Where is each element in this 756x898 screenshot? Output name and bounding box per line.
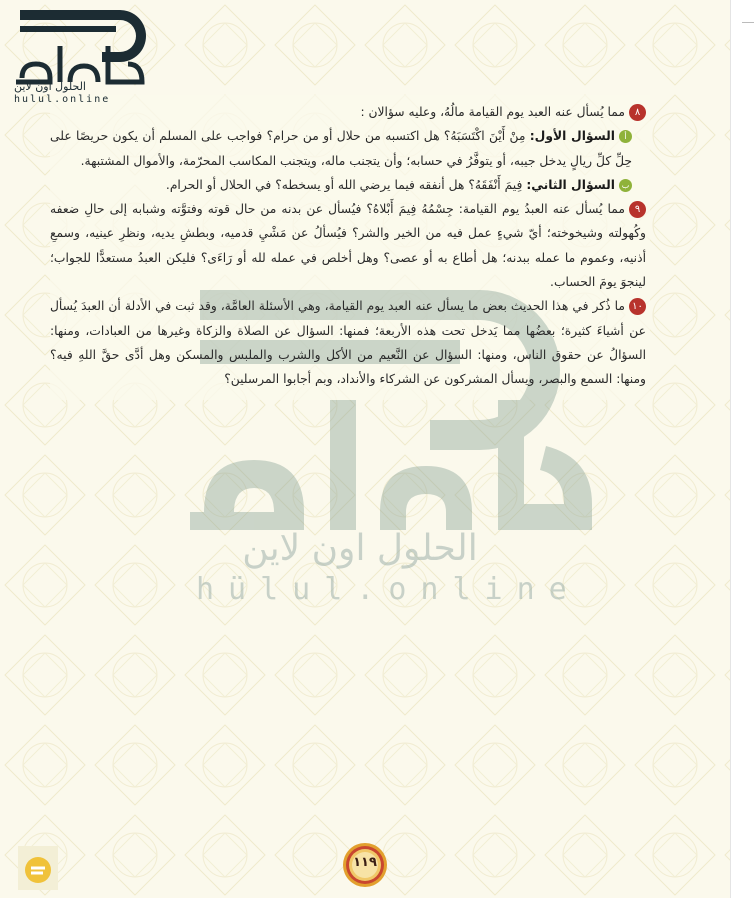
watermark-arabic-text: الحلول اون لاين bbox=[242, 528, 478, 569]
item-8-intro: مما يُسأل عنه العبد يوم القيامة مالُهُ، وعليه سؤالان : bbox=[360, 105, 625, 119]
second-question-text: فِيمَ أَنْفَقَهُ؟ هل أنفقه فيما يرضي الله أو يسخطه؟ في الحلال أو الحرام. bbox=[165, 177, 523, 192]
item-8 bbox=[50, 100, 646, 124]
first-question-label: السؤال الأول: bbox=[529, 129, 615, 144]
item-number-badge: ٨ bbox=[629, 104, 646, 121]
logo-arabic-text: الحلول اون لاين bbox=[14, 80, 86, 93]
item-9-text: مما يُسأل عنه العبدُ يوم القيامة: جِسْمُهُ فِيمَ أَبْلاهُ؟ فيُسأل عن بدنه من حال قوته وفتوَّته وشبابه إلى حالِ ضعفه وكُهولته وشيخوخته؛ أيّ شيءٍ عمل فيه من الخير والشر؟ فيُسألُ عن مَشْيِ قدميه، وبطشِ يديه، ونظرِ عينيه، وسمعِ أذنيه، وعموم ما عمله ببدنه؛ هل أطاع به أو عصى؟ وهل أخلص في عمله لله أو رَاءَى؟ فليكن العبدُ مستعدًّا للجواب؛ لينجوَ يومَ الحساب. bbox=[50, 202, 646, 290]
page-number: ١١٩ bbox=[353, 855, 377, 870]
logo-latin-text: hulul.online bbox=[14, 94, 111, 105]
item-10-text: ما ذُكر في هذا الحديث بعض ما يسأل عنه العبد يوم القيامة، وهي الأسئلة العامَّة، وقد ثبت في الأدلة أن العبدَ يُسأل عن أشياءَ كثيرة؛ بعضُها مما يَدخل تحت هذه الأربعة؛ فمنها: السؤال عن الصلاة والزكاة وغيرها من العبادات، ومنها: السؤالُ عن حقوق الناس، ومنها: السؤال عن النَّعيم من الأكل والشرب والملبس والمسكن وهل أدَّى حقَّ اللهِ فيه؟ ومنها: السمع والبصر، ويسأل المشركون عن الشركاء والأنداد، وبم أجابوا المرسلين؟ bbox=[50, 299, 646, 387]
item-8-first-question bbox=[50, 124, 646, 173]
page-margin bbox=[730, 0, 756, 898]
watermark-latin-text: hülul.online bbox=[196, 572, 581, 607]
first-question-text: مِنْ أَيْنَ اكْتَسَبَهُ؟ هل اكتسبه من حلال أو من حرام؟ فواجب على المسلم أن يكون حريصًا على حِلِّ كلِّ ريالٍ يدخل جيبه، أو يتوفَّرُ في حسابه؛ وأن يتجنب ماله، ويتجنب المكاسب المحرّمة، والأموال المشتبهة. bbox=[50, 129, 632, 168]
margin-mark bbox=[742, 22, 754, 23]
lesson-text bbox=[50, 100, 646, 392]
item-number-badge: ٩ bbox=[629, 201, 646, 218]
bullet-badge: ب bbox=[619, 179, 632, 192]
item-9 bbox=[50, 197, 646, 294]
item-number-badge: ١٠ bbox=[629, 298, 646, 315]
item-10 bbox=[50, 294, 646, 391]
item-8-second-question bbox=[50, 173, 646, 197]
second-question-label: السؤال الثاني: bbox=[526, 177, 615, 192]
bullet-badge: أ bbox=[619, 130, 632, 143]
corner-logo-icon bbox=[18, 846, 58, 890]
